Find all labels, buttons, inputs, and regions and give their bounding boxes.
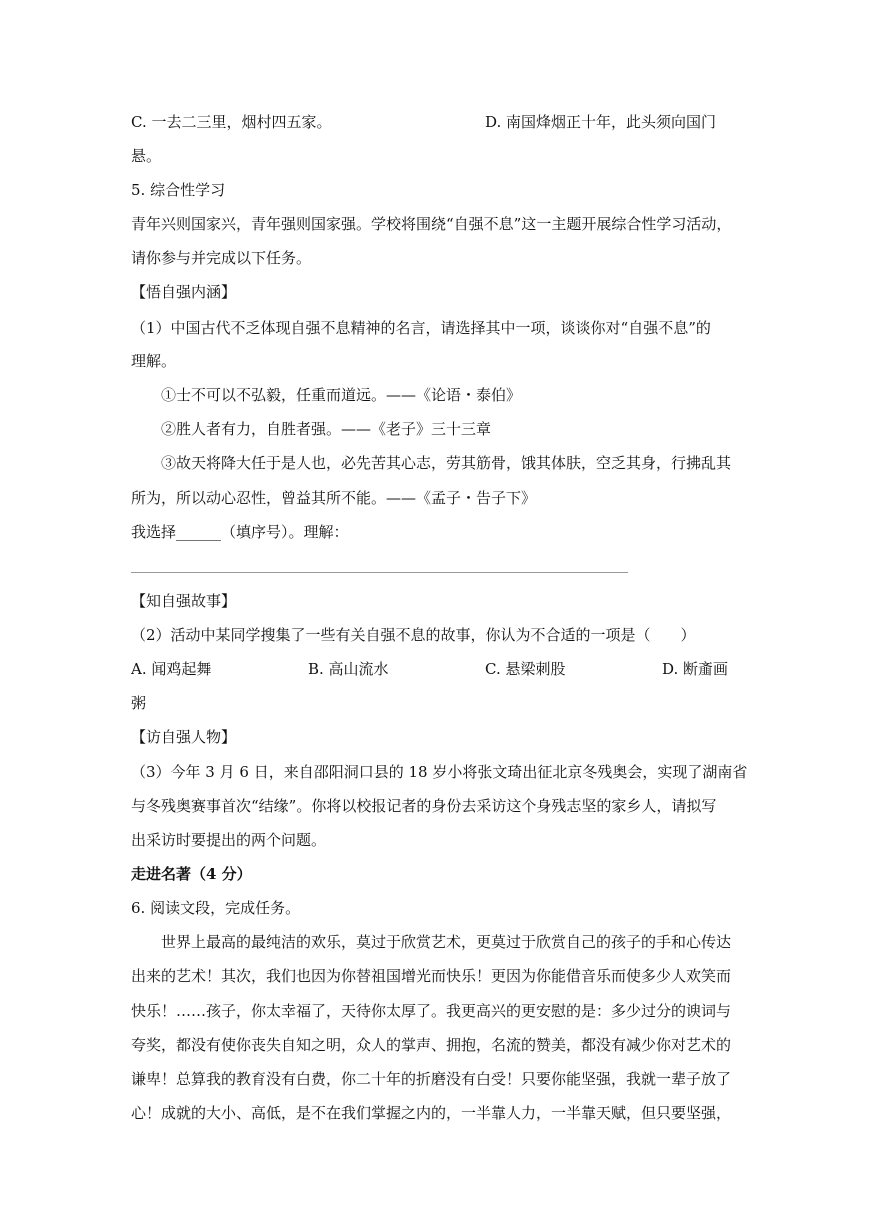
q4-option-c: C. 一去二三里，烟村四五家。 — [131, 113, 332, 131]
q5-sub3-line-1: （3）今年 3 月 6 日，来自邵阳洞口县的 18 岁小将张文琦出征北京冬残奥会，实现了湖南省 — [131, 763, 748, 781]
q5-sub1-line-1: （1）中国古代不乏体现自强不息精神的名言，请选择其中一项，谈谈你对“自强不息”的 — [131, 319, 711, 337]
quote-3-line-1: ③故天将降大任于是人也，必先苦其心志，劳其筋骨，饿其体肤，空乏其身，行拂乱其 — [161, 454, 732, 472]
q6-passage-line-4: 夸奖，都没有使你丧失自知之明，众人的掌声、拥抱，名流的赞美，都没有减少你对艺术的 — [131, 1036, 732, 1054]
q6-passage-line-3: 快乐！……孩子，你太幸福了，天待你太厚了。我更高兴的更安慰的是：多少过分的谀词与 — [131, 1002, 732, 1020]
q5-sub3-line-3: 出采访时要提出的两个问题。 — [131, 831, 327, 849]
q6-passage-line-2: 出来的艺术！其次，我们也因为你替祖国增光而快乐！更因为你能借音乐而使多少人欢笑而 — [131, 967, 732, 985]
q5-sub1-line-2: 理解。 — [131, 352, 177, 370]
part-title: 走进名著（4 分） — [131, 865, 252, 883]
choose-answer-line: 我选择______（填序号）。理解： — [131, 523, 349, 541]
section-title-connotation: 【悟自强内涵】 — [131, 283, 237, 301]
quote-1: ①士不可以不弘毅，任重而道远。——《论语・泰伯》 — [161, 386, 522, 404]
q5-sub2-option-d: D. 断齑画 — [662, 660, 729, 678]
q6-passage-line-6: 心！成就的大小、高低，是不在我们掌握之内的，一半靠人力，一半靠天赋，但只要坚强， — [131, 1104, 732, 1122]
q5-intro-line-1: 青年兴则国家兴，青年强则国家强。学校将围绕“自强不息”这一主题开展综合性学习活动， — [131, 215, 732, 233]
q6-passage-line-5: 谦卑！总算我的教育没有白费，你二十年的折磨没有白受！只要你能坚强，我就一辈子放了 — [131, 1070, 732, 1088]
section-title-interview: 【访自强人物】 — [131, 728, 237, 746]
quote-3-line-2: 所为，所以动心忍性，曾益其所不能。——《孟子・告子下》 — [131, 489, 537, 507]
q5-heading: 5. 综合性学习 — [131, 181, 226, 199]
q5-sub2-option-b: B. 高山流水 — [308, 660, 389, 678]
quote-2: ②胜人者有力，自胜者强。——《老子》三十三章 — [161, 420, 492, 438]
q4-option-d: D. 南国烽烟正十年，此头须向国门 — [485, 113, 717, 131]
q5-intro-line-2: 请你参与并完成以下任务。 — [131, 249, 312, 267]
section-title-story: 【知自强故事】 — [131, 592, 237, 610]
q5-sub2-option-a: A. 闻鸡起舞 — [131, 660, 212, 678]
q5-sub2-option-d-continued: 粥 — [131, 694, 147, 712]
q6-passage-line-1: 世界上最高的最纯洁的欢乐，莫过于欣赏艺术，更莫过于欣赏自己的孩子的手和心传达 — [161, 933, 732, 951]
q5-sub2-question: （2）活动中某同学搜集了一些有关自强不息的故事，你认为不合适的一项是（ ） — [131, 626, 696, 644]
q5-sub2-option-c: C. 悬梁刺股 — [485, 660, 566, 678]
answer-underline — [131, 572, 628, 573]
q4-option-d-continued: 悬。 — [131, 147, 162, 165]
q5-sub3-line-2: 与冬残奥赛事首次“结缘”。你将以校报记者的身份去采访这个身残志坚的家乡人，请拟写 — [131, 797, 717, 815]
q6-heading: 6. 阅读文段，完成任务。 — [131, 899, 301, 917]
